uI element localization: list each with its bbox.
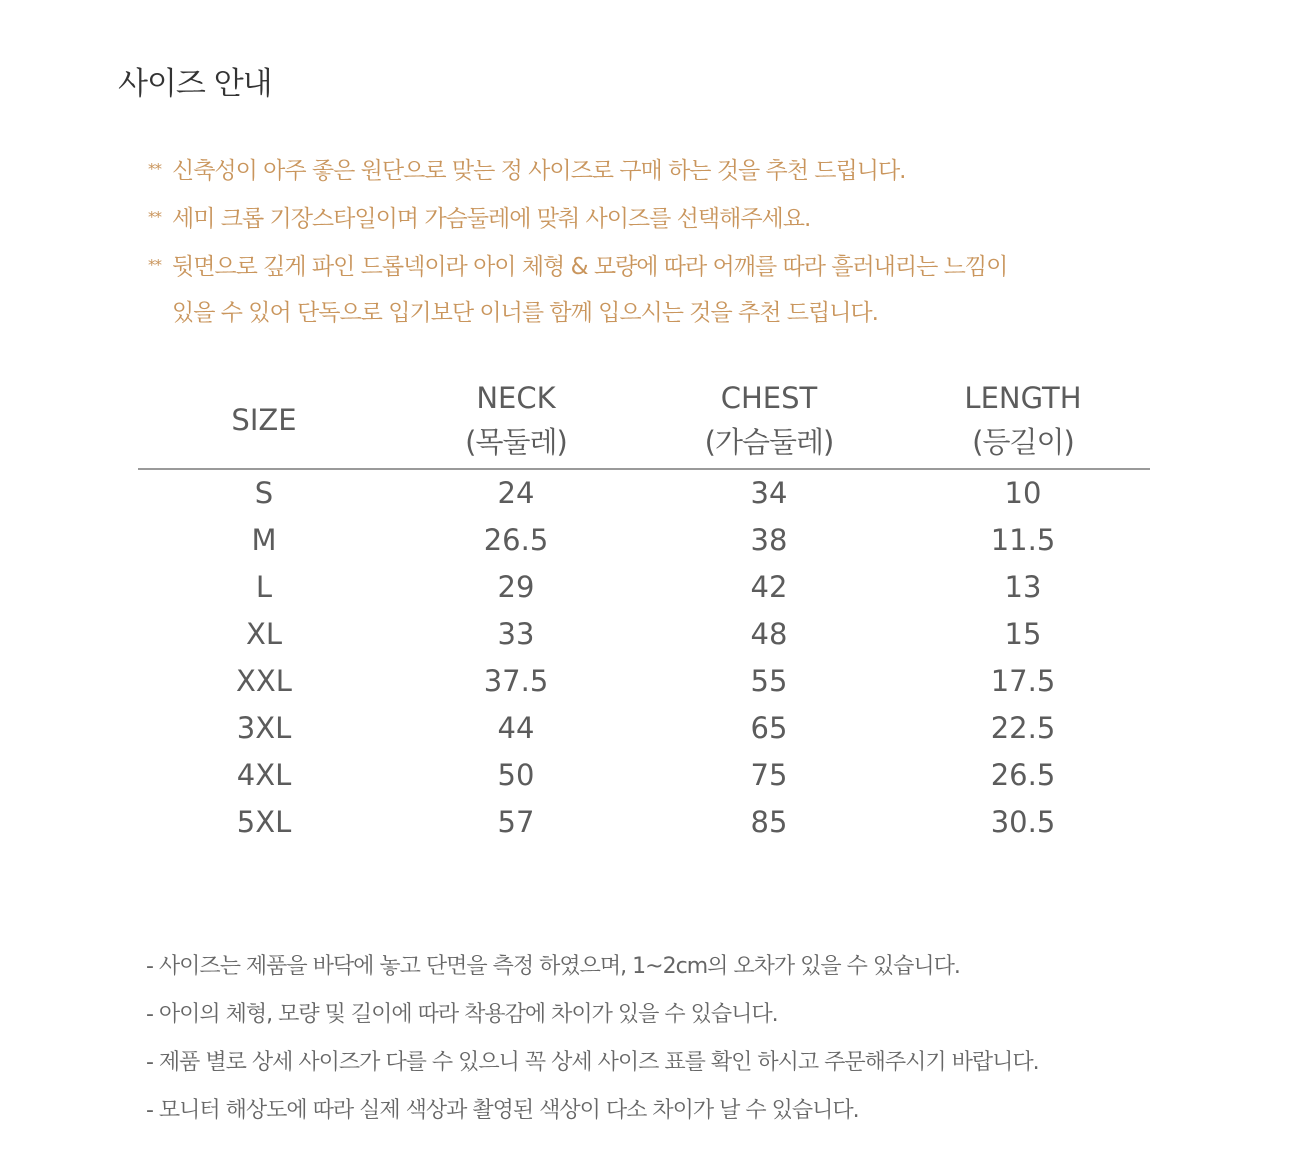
cell-neck: 24 bbox=[497, 476, 535, 510]
cell-neck: 50 bbox=[497, 758, 535, 792]
cell-size: 4XL bbox=[236, 758, 292, 792]
cell-length: 13 bbox=[1004, 570, 1042, 604]
cell-neck: 57 bbox=[497, 805, 535, 839]
cell-neck: 29 bbox=[497, 570, 535, 604]
cell-length: 15 bbox=[1004, 617, 1042, 651]
note-mark: ** bbox=[148, 208, 161, 226]
cell-length: 26.5 bbox=[990, 758, 1056, 792]
header-chest-sublabel: (가슴둘레) bbox=[704, 425, 834, 459]
cell-length: 17.5 bbox=[990, 664, 1056, 698]
cell-neck: 44 bbox=[497, 711, 535, 745]
note-text: 있을 수 있어 단독으로 입기보단 이너를 함께 입으시는 것을 추천 드립니다. bbox=[172, 300, 878, 326]
note-text: 신축성이 아주 좋은 원단으로 맞는 정 사이즈로 구매 하는 것을 추천 드립니다. bbox=[172, 158, 906, 184]
header-neck bbox=[390, 372, 642, 469]
note-mark: ** bbox=[148, 160, 161, 178]
header-size-label: SIZE bbox=[231, 403, 297, 437]
cell-neck: 26.5 bbox=[483, 523, 549, 557]
cell-length: 10 bbox=[1004, 476, 1042, 510]
header-length-label: LENGTH bbox=[964, 381, 1082, 415]
header-size bbox=[138, 372, 390, 469]
cell-size: 3XL bbox=[236, 711, 292, 745]
note-item bbox=[148, 243, 1148, 291]
footnote-item: - 아이의 체형, 모량 및 길이에 따라 착용감에 차이가 있을 수 있습니다. bbox=[146, 1002, 778, 1027]
header-chest bbox=[642, 372, 896, 469]
note-item-continued bbox=[148, 291, 1148, 339]
table-row bbox=[138, 799, 1150, 846]
cell-length: 11.5 bbox=[990, 523, 1056, 557]
note-text: 뒷면으로 깊게 파인 드롭넥이라 아이 체형 & 모량에 따라 어깨를 따라 흘러내리는 느낌이 bbox=[172, 254, 1008, 280]
table-row bbox=[138, 611, 1150, 658]
cell-chest: 65 bbox=[750, 711, 788, 745]
page-title: 사이즈 안내 bbox=[118, 66, 272, 102]
table-row bbox=[138, 705, 1150, 752]
size-table bbox=[138, 372, 1150, 846]
cell-neck: 37.5 bbox=[483, 664, 549, 698]
cell-size: S bbox=[254, 476, 274, 510]
table-row bbox=[138, 752, 1150, 799]
cell-chest: 75 bbox=[750, 758, 788, 792]
table-row bbox=[138, 658, 1150, 705]
cell-length: 30.5 bbox=[990, 805, 1056, 839]
size-table-header-row bbox=[138, 372, 1150, 469]
cell-size: XL bbox=[245, 617, 283, 651]
cell-size: L bbox=[255, 570, 273, 604]
header-neck-sublabel: (목둘레) bbox=[465, 425, 567, 459]
footnote-item: - 제품 별로 상세 사이즈가 다를 수 있으니 꼭 상세 사이즈 표를 확인 하시고 주문해주시기 바랍니다. bbox=[146, 1050, 1039, 1075]
cell-neck: 33 bbox=[497, 617, 535, 651]
note-mark: ** bbox=[148, 256, 161, 274]
cell-chest: 55 bbox=[750, 664, 788, 698]
header-chest-label: CHEST bbox=[720, 381, 818, 415]
note-text: 세미 크롭 기장스타일이며 가슴둘레에 맞춰 사이즈를 선택해주세요. bbox=[172, 206, 811, 232]
header-length-sublabel: (등길이) bbox=[972, 425, 1074, 459]
cell-size: M bbox=[251, 523, 277, 557]
header-length bbox=[896, 372, 1150, 469]
cell-chest: 38 bbox=[750, 523, 788, 557]
cell-chest: 34 bbox=[750, 476, 788, 510]
table-row bbox=[138, 517, 1150, 564]
cell-size: 5XL bbox=[236, 805, 292, 839]
table-row bbox=[138, 469, 1150, 517]
note-item bbox=[148, 147, 1148, 195]
size-notes bbox=[148, 147, 1148, 339]
footnotes bbox=[146, 944, 1246, 1136]
cell-length: 22.5 bbox=[990, 711, 1056, 745]
header-neck-label: NECK bbox=[476, 381, 556, 415]
cell-chest: 48 bbox=[750, 617, 788, 651]
table-row bbox=[138, 564, 1150, 611]
footnote-item: - 사이즈는 제품을 바닥에 놓고 단면을 측정 하였으며, 1~2cm의 오차가 있을 수 있습니다. bbox=[146, 954, 960, 979]
cell-size: XXL bbox=[236, 664, 292, 698]
cell-chest: 85 bbox=[750, 805, 788, 839]
note-item bbox=[148, 195, 1148, 243]
cell-chest: 42 bbox=[750, 570, 788, 604]
footnote-item: - 모니터 해상도에 따라 실제 색상과 촬영된 색상이 다소 차이가 날 수 있습니다. bbox=[146, 1098, 859, 1123]
